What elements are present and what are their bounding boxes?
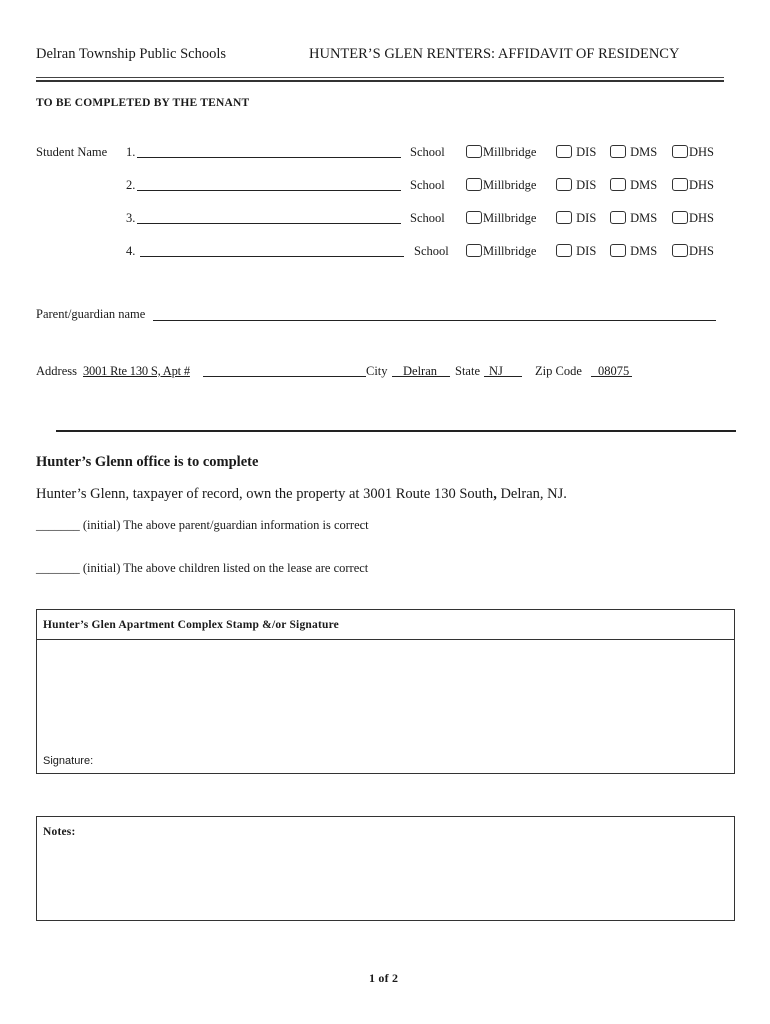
student-name-field[interactable]	[140, 244, 404, 257]
city-value: Delran	[403, 364, 438, 378]
dis-label: DIS	[576, 211, 597, 225]
school-label: School	[410, 145, 445, 159]
millbridge-label: Millbridge	[483, 145, 537, 159]
school-label: School	[414, 244, 449, 258]
office-heading: Hunter’s Glenn office is to complete	[36, 454, 259, 470]
stamp-box-title: Hunter’s Glen Apartment Complex Stamp &/or Signature	[43, 619, 339, 631]
header-rule-top	[36, 77, 724, 78]
tenant-section-heading: TO BE COMPLETED BY THE TENANT	[36, 97, 250, 109]
dis-checkbox[interactable]	[556, 244, 572, 257]
dhs-label: DHS	[689, 178, 715, 192]
initial-children-lease: _______ (initial) The above children listed on the lease are correct	[36, 561, 369, 575]
dis-label: DIS	[576, 145, 597, 159]
dms-label: DMS	[630, 145, 658, 159]
dhs-label: DHS	[689, 211, 715, 225]
dms-label: DMS	[630, 244, 658, 258]
section-divider	[56, 430, 736, 432]
address-row	[0, 364, 770, 384]
parent-name-field[interactable]	[153, 308, 716, 321]
zip-label: Zip Code	[535, 364, 582, 378]
student-name-field[interactable]	[137, 178, 401, 191]
student-row-3	[0, 211, 770, 231]
student-number: 2.	[126, 178, 136, 192]
millbridge-checkbox[interactable]	[466, 145, 482, 158]
address-label: Address	[36, 364, 77, 378]
student-name-label: Student Name	[36, 145, 108, 159]
student-row-1	[0, 145, 770, 165]
notes-title: Notes:	[43, 826, 76, 838]
dis-checkbox[interactable]	[556, 178, 572, 191]
millbridge-label: Millbridge	[483, 178, 537, 192]
state-label: State	[455, 364, 480, 378]
dis-checkbox[interactable]	[556, 145, 572, 158]
dms-checkbox[interactable]	[610, 211, 626, 224]
zip-value: 08075	[598, 364, 630, 378]
signature-label: Signature:	[43, 755, 94, 767]
millbridge-checkbox[interactable]	[466, 178, 482, 191]
parent-label: Parent/guardian name	[36, 307, 146, 321]
student-row-4	[0, 244, 770, 264]
dms-label: DMS	[630, 211, 658, 225]
student-name-field[interactable]	[137, 211, 401, 224]
page-number: 1 of 2	[369, 971, 399, 985]
dms-checkbox[interactable]	[610, 145, 626, 158]
dhs-checkbox[interactable]	[672, 244, 688, 257]
student-number: 3.	[126, 211, 136, 225]
dms-checkbox[interactable]	[610, 178, 626, 191]
form-title: HUNTER’S GLEN RENTERS: AFFIDAVIT OF RESIDENCY	[309, 46, 680, 62]
apartment-number-field[interactable]	[203, 364, 366, 377]
dis-label: DIS	[576, 244, 597, 258]
millbridge-label: Millbridge	[483, 211, 537, 225]
dis-label: DIS	[576, 178, 597, 192]
millbridge-checkbox[interactable]	[466, 211, 482, 224]
address-value: 3001 Rte 130 S, Apt #	[83, 364, 190, 378]
student-number: 4.	[126, 244, 136, 258]
stamp-signature-box	[36, 609, 735, 774]
dhs-checkbox[interactable]	[672, 178, 688, 191]
ownership-statement: Hunter’s Glenn, taxpayer of record, own the property at 3001 Route 130 South, Delran, NJ.	[36, 486, 567, 502]
header-rule-bottom	[36, 80, 724, 82]
initial-parent-info: _______ (initial) The above parent/guardian information is correct	[36, 518, 369, 532]
student-row-2	[0, 178, 770, 198]
stamp-area[interactable]	[37, 640, 734, 773]
city-label: City	[366, 364, 388, 378]
millbridge-label: Millbridge	[483, 244, 537, 258]
dhs-label: DHS	[689, 244, 715, 258]
student-name-field[interactable]	[137, 145, 401, 158]
millbridge-checkbox[interactable]	[466, 244, 482, 257]
dhs-checkbox[interactable]	[672, 211, 688, 224]
dms-checkbox[interactable]	[610, 244, 626, 257]
dhs-label: DHS	[689, 145, 715, 159]
student-number: 1.	[126, 145, 136, 159]
dms-label: DMS	[630, 178, 658, 192]
school-label: School	[410, 211, 445, 225]
school-label: School	[410, 178, 445, 192]
dis-checkbox[interactable]	[556, 211, 572, 224]
state-value: NJ	[489, 364, 503, 378]
dhs-checkbox[interactable]	[672, 145, 688, 158]
district-name: Delran Township Public Schools	[36, 46, 227, 62]
notes-box[interactable]	[36, 816, 735, 921]
